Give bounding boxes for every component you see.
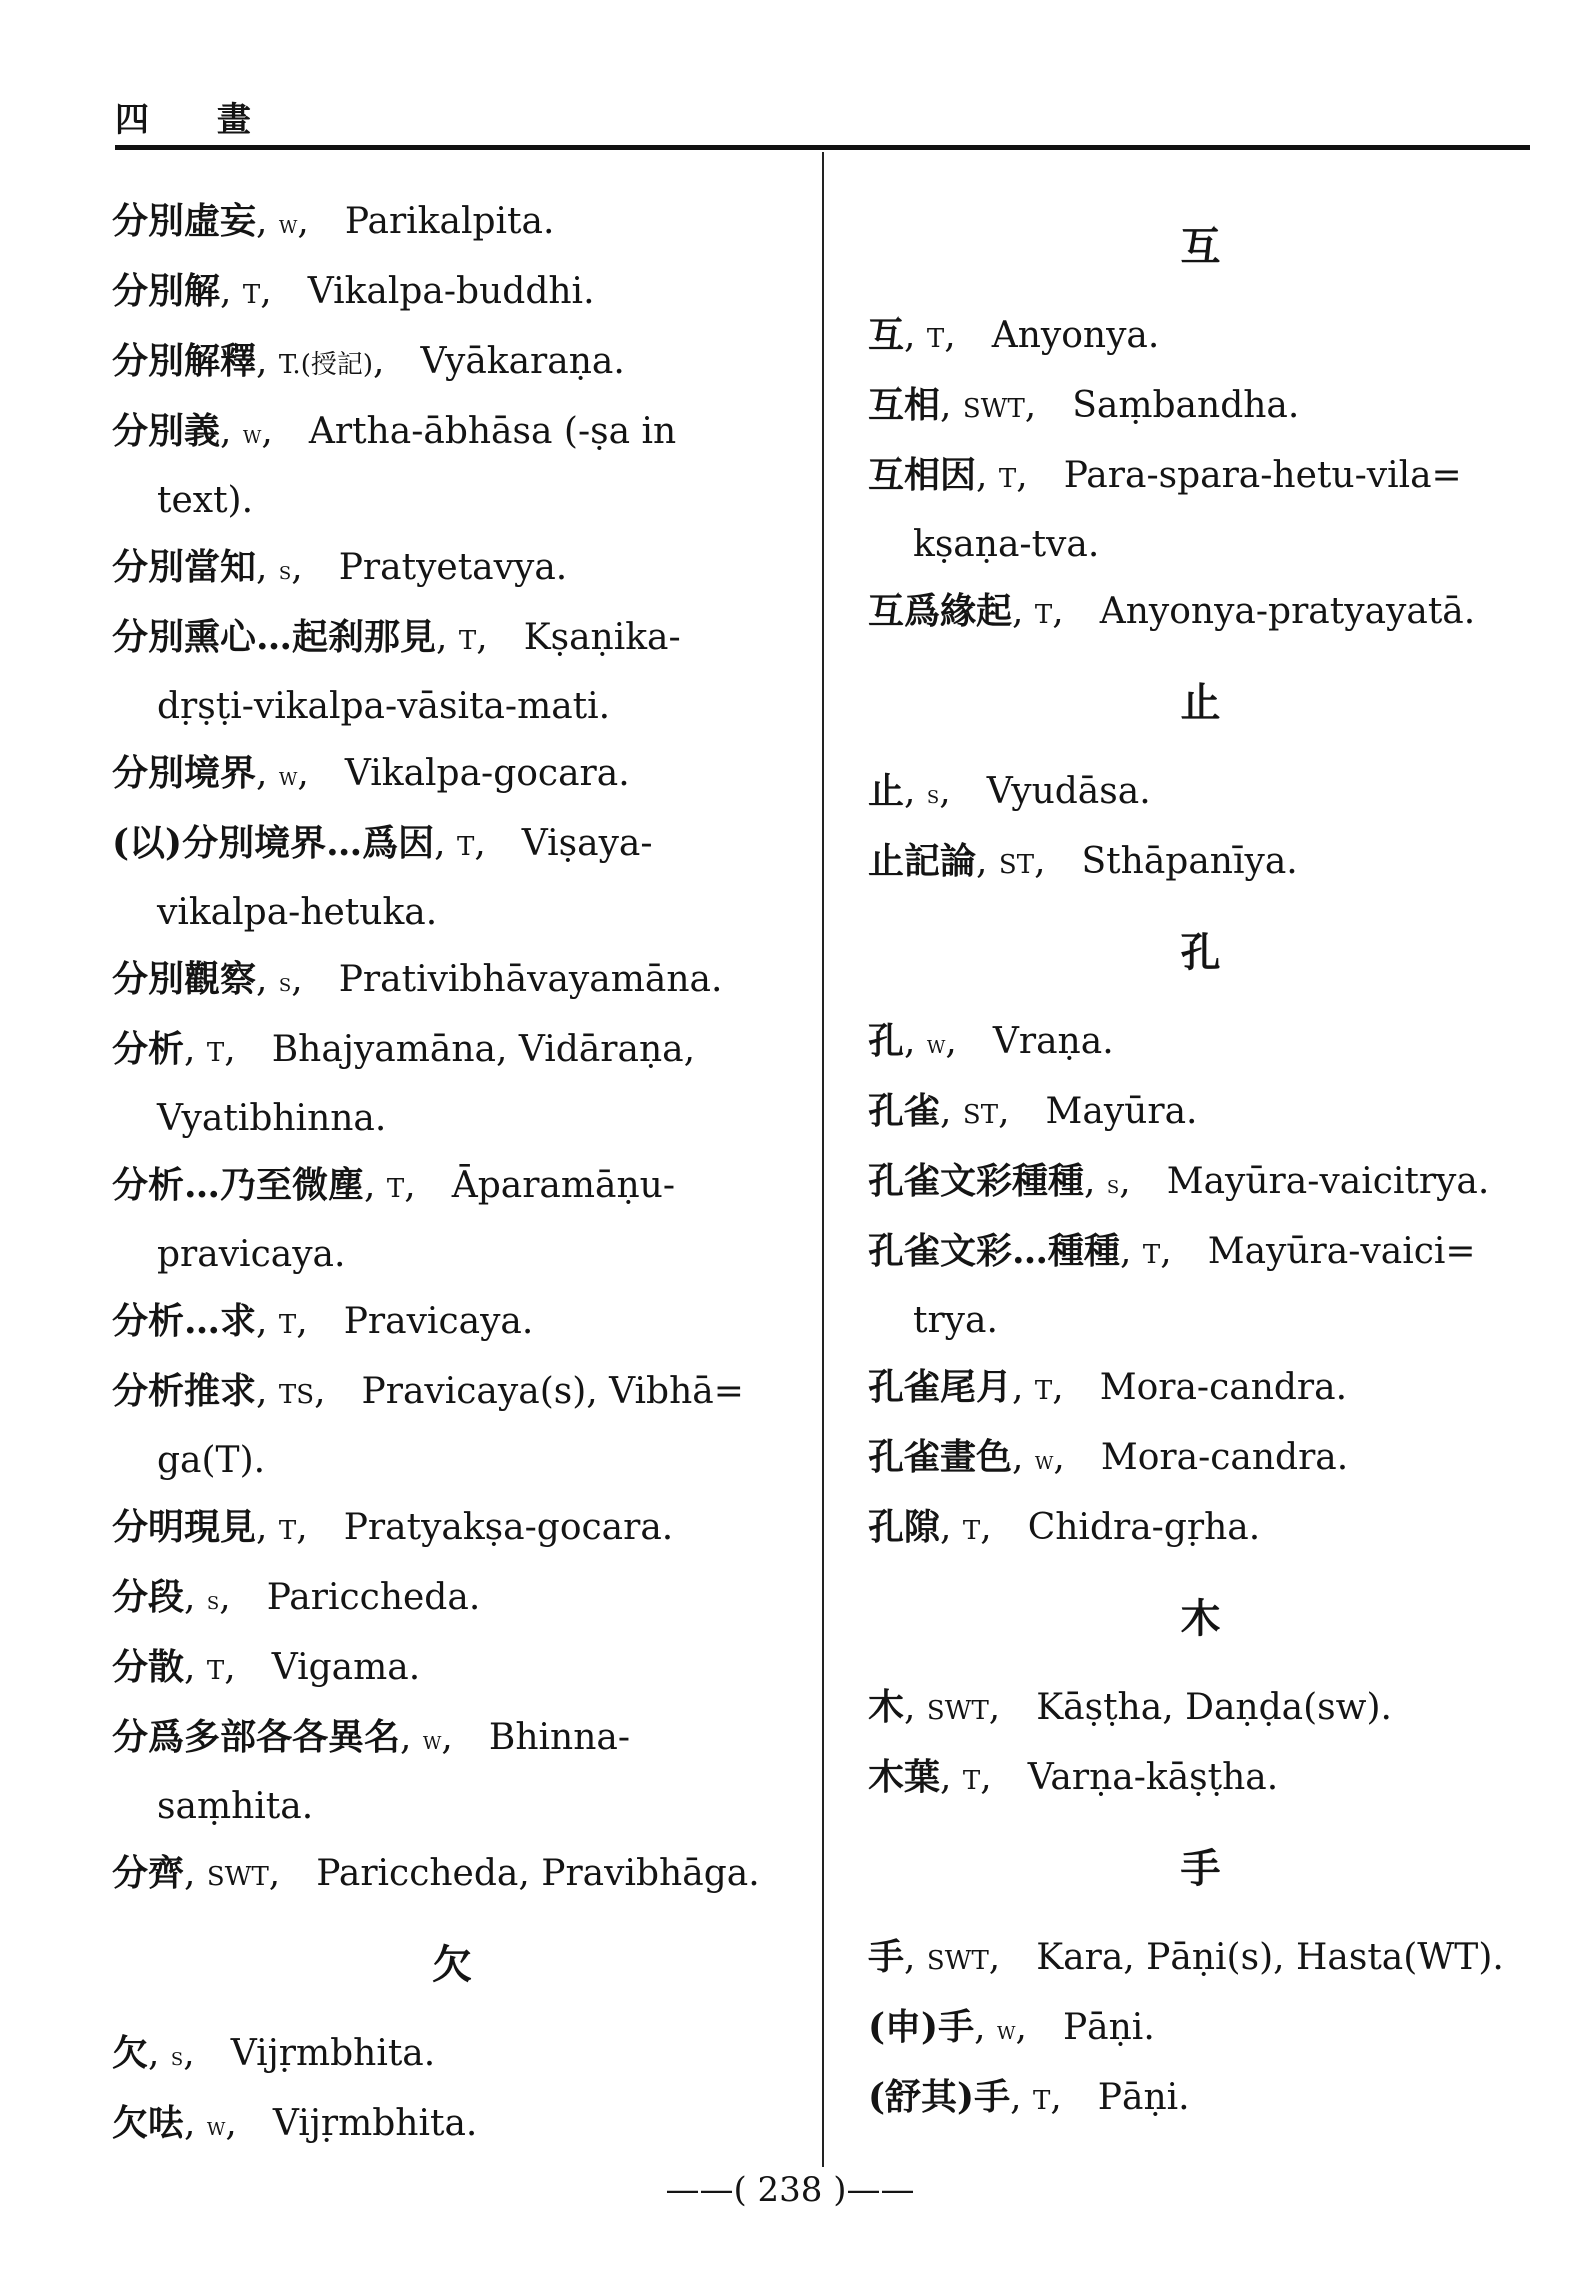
column-divider — [822, 152, 824, 2167]
entry-line: 分別觀察, s, Prativibhāvayamāna. — [112, 958, 723, 1000]
source-abbrev: T — [458, 626, 477, 656]
dictionary-entry — [112, 1494, 792, 1564]
radical-heading: 止 — [1180, 679, 1221, 726]
entry-line: 孔雀, ST, Mayūra. — [868, 1090, 1198, 1132]
headword: 孔雀畫色 — [868, 1436, 1013, 1478]
dictionary-entry — [112, 1704, 792, 1840]
sanskrit-gloss: Artha-ābhāsa (-ṣa in — [308, 411, 677, 452]
headword: 孔 — [868, 1020, 905, 1062]
dictionary-entry — [112, 2020, 792, 2090]
source-abbrev: s — [278, 556, 292, 586]
dictionary-entry — [868, 1494, 1533, 1564]
sanskrit-gloss: Pravicaya. — [343, 1301, 534, 1342]
sanskrit-gloss: Kara, Pāṇi(s), Hasta(WT). — [1036, 1937, 1504, 1978]
entry-line: 分別境界, w, Vikalpa-gocara. — [112, 752, 630, 794]
entry-line: 孔雀文彩種種, s, Mayūra-vaicitrya. — [868, 1160, 1490, 1202]
sanskrit-gloss: Vraṇa. — [992, 1021, 1114, 1062]
headword: 分別虛妄 — [112, 200, 257, 242]
entry-line: 孔, w, Vraṇa. — [868, 1020, 1114, 1062]
entry-line: 分別義, w, Artha-ābhāsa (-ṣa in — [112, 410, 677, 452]
entry-line: (申)手, w, Pāṇi. — [868, 2006, 1155, 2048]
gloss-continuation: dṛṣṭi-vikalpa-vāsita-mati. — [157, 686, 611, 727]
headword: 欠 — [112, 2032, 149, 2074]
dictionary-entry — [868, 442, 1533, 578]
entry-line: 互爲緣起, T, Anyonya-pratyayatā. — [868, 590, 1476, 632]
entry-line: 分析推求, TS, Pravicaya(s), Vibhā= — [112, 1370, 744, 1412]
headword: 孔隙 — [868, 1506, 941, 1548]
sanskrit-gloss: Bhajyamāna, Vidāraṇa, — [271, 1029, 696, 1070]
headword: 分散 — [112, 1646, 185, 1688]
source-abbrev: T — [242, 280, 261, 310]
dictionary-entry — [868, 1148, 1533, 1218]
source-abbrev: T — [1142, 1240, 1161, 1270]
headword: 孔雀尾月 — [868, 1366, 1013, 1408]
source-abbrev: T — [1034, 600, 1053, 630]
dictionary-entry — [112, 2090, 792, 2160]
headword: 木葉 — [868, 1756, 941, 1798]
sanskrit-gloss: Para-spara-hetu-vila= — [1063, 455, 1462, 496]
entry-line: 分散, T, Vigama. — [112, 1646, 421, 1688]
sanskrit-gloss: Mora-candra. — [1099, 1367, 1348, 1408]
gloss-continuation: vikalpa-hetuka. — [157, 892, 438, 933]
entry-line: 止記論, ST, Sthāpanīya. — [868, 840, 1298, 882]
dictionary-entry — [112, 398, 792, 534]
dictionary-entry — [112, 188, 792, 258]
sanskrit-gloss: Vikalpa-buddhi. — [307, 271, 595, 312]
source-abbrev: T — [926, 324, 945, 354]
dictionary-entry — [112, 946, 792, 1016]
sanskrit-gloss: Pariccheda. — [266, 1577, 481, 1618]
entry-line: (舒其)手, T, Pāṇi. — [868, 2076, 1190, 2118]
dictionary-entry — [112, 1152, 792, 1288]
dictionary-entry — [112, 1358, 792, 1494]
source-abbrev: SWT — [206, 1862, 269, 1892]
source-abbrev: T — [1032, 2086, 1051, 2116]
headword: 止記論 — [868, 840, 977, 882]
dictionary-entry — [868, 1354, 1533, 1424]
source-abbrev: T.(授記) — [278, 350, 373, 380]
entry-line: 分析…求, T, Pravicaya. — [112, 1300, 534, 1342]
headword: 分別熏心…起刹那見 — [112, 616, 437, 658]
headword: 手 — [868, 1936, 905, 1978]
left-column — [112, 188, 792, 2160]
headword: 分別義 — [112, 410, 221, 452]
sanskrit-gloss: Vijṛmbhita. — [230, 2033, 436, 2074]
sanskrit-gloss: Mayūra-vaici= — [1207, 1231, 1476, 1272]
entry-line: 木, SWT, Kāṣṭha, Daṇḍa(sw). — [868, 1686, 1392, 1728]
entry-line: 分別虛妄, w, Parikalpita. — [112, 200, 555, 242]
entry-line: 孔雀畫色, w, Mora-candra. — [868, 1436, 1349, 1478]
dictionary-entry — [868, 1424, 1533, 1494]
radical-heading: 孔 — [1180, 929, 1221, 976]
headword: 分別境界 — [112, 752, 257, 794]
source-abbrev: TS — [278, 1380, 315, 1410]
entry-line: 孔雀文彩…種種, T, Mayūra-vaici= — [868, 1230, 1476, 1272]
source-abbrev: T — [1034, 1376, 1053, 1406]
source-abbrev: T — [962, 1766, 981, 1796]
source-abbrev: w — [278, 762, 298, 792]
source-abbrev: w — [926, 1030, 946, 1060]
headword: (以)分別境界…爲因 — [112, 822, 435, 864]
source-abbrev: w — [1034, 1446, 1054, 1476]
sanskrit-gloss: Saṃbandha. — [1072, 385, 1300, 426]
sanskrit-gloss: Mora-candra. — [1100, 1437, 1349, 1478]
source-abbrev: s — [206, 1586, 220, 1616]
headword: 分齊 — [112, 1852, 185, 1894]
headword: 分別解 — [112, 270, 221, 312]
source-abbrev: SWT — [962, 394, 1025, 424]
entry-line: 互相因, T, Para-spara-hetu-vila= — [868, 454, 1462, 496]
sanskrit-gloss: Pāṇi. — [1097, 2077, 1190, 2118]
entry-line: 孔雀尾月, T, Mora-candra. — [868, 1366, 1348, 1408]
sanskrit-gloss: Pāṇi. — [1062, 2007, 1155, 2048]
entry-line: 止, s, Vyudāsa. — [868, 770, 1151, 812]
headword: 分別觀察 — [112, 958, 257, 1000]
radical-heading: 欠 — [432, 1941, 472, 1988]
headword: (舒其)手 — [868, 2076, 1011, 2118]
source-abbrev: w — [206, 2112, 226, 2142]
source-abbrev: T — [456, 832, 475, 862]
source-abbrev: T — [206, 1656, 225, 1686]
headword: 欠呿 — [112, 2102, 185, 2144]
dictionary-entry — [112, 740, 792, 810]
gloss-continuation: saṃhita. — [157, 1786, 314, 1827]
dictionary-entry — [112, 258, 792, 328]
entry-line: 分析…乃至微塵, T, Āparamāṇu- — [112, 1164, 676, 1206]
headword: 分析…求 — [112, 1300, 257, 1342]
sanskrit-gloss: Anyonya-pratyayatā. — [1099, 591, 1476, 632]
sanskrit-gloss: Mayūra. — [1045, 1091, 1198, 1132]
radical-heading: 互 — [1180, 223, 1221, 270]
dictionary-entry — [112, 810, 792, 946]
page-number: ——( 238 )—— — [665, 2170, 915, 2210]
source-abbrev: T — [206, 1038, 225, 1068]
source-abbrev: s — [278, 968, 292, 998]
radical-heading: 木 — [1180, 1595, 1221, 1642]
source-abbrev: s — [1106, 1170, 1120, 1200]
dictionary-entry — [868, 1924, 1533, 1994]
dictionary-entry — [868, 2064, 1533, 2134]
dictionary-entry — [868, 1744, 1533, 1814]
source-abbrev: w — [242, 420, 262, 450]
source-abbrev: T — [998, 464, 1017, 494]
headword: 孔雀文彩種種 — [868, 1160, 1085, 1202]
entry-line: 欠呿, w, Vijṛmbhita. — [112, 2102, 478, 2144]
sanskrit-gloss: Bhinna- — [488, 1717, 631, 1758]
entry-line: 分明現見, T, Pratyakṣa-gocara. — [112, 1506, 674, 1548]
gloss-continuation: text). — [157, 480, 254, 521]
sanskrit-gloss: Vikalpa-gocara. — [344, 753, 630, 794]
right-column — [868, 188, 1533, 2134]
sanskrit-gloss: Mayūra-vaicitrya. — [1166, 1161, 1490, 1202]
gloss-continuation: trya. — [913, 1300, 998, 1341]
dictionary-entry — [112, 1016, 792, 1152]
sanskrit-gloss: Vigama. — [271, 1647, 421, 1688]
source-abbrev: SWT — [926, 1946, 989, 1976]
headword: 木 — [868, 1686, 905, 1728]
headword: 分爲多部各各異名 — [112, 1716, 401, 1758]
header-rule — [115, 145, 1530, 150]
source-abbrev: T — [278, 1310, 297, 1340]
dictionary-entry — [112, 1564, 792, 1634]
source-abbrev: SWT — [926, 1696, 989, 1726]
gloss-continuation: pravicaya. — [157, 1234, 346, 1275]
entry-line: 互, T, Anyonya. — [868, 314, 1160, 356]
source-abbrev: w — [422, 1726, 442, 1756]
entry-line: 木葉, T, Varṇa-kāṣṭha. — [868, 1756, 1279, 1798]
headword: 分析…乃至微塵 — [112, 1164, 365, 1206]
headword: 互相 — [868, 384, 941, 426]
source-abbrev: w — [996, 2016, 1016, 2046]
sanskrit-gloss: Kṣaṇika- — [523, 617, 681, 658]
source-abbrev: s — [170, 2042, 184, 2072]
source-abbrev: T — [278, 1516, 297, 1546]
sanskrit-gloss: Kāṣṭha, Daṇḍa(sw). — [1036, 1687, 1392, 1728]
sanskrit-gloss: Pariccheda, Pravibhāga. — [316, 1853, 760, 1894]
dictionary-entry — [112, 1288, 792, 1358]
radical-heading: 手 — [1180, 1845, 1221, 1892]
running-header: 四 畫 — [115, 100, 279, 140]
source-abbrev: ST — [998, 850, 1035, 880]
entry-line: 分別解釋, T.(授記), Vyākaraṇa. — [112, 340, 625, 382]
entry-line: 分別熏心…起刹那見, T, Kṣaṇika- — [112, 616, 681, 658]
sanskrit-gloss: Viṣaya- — [521, 823, 653, 864]
dictionary-entry — [868, 1674, 1533, 1744]
dictionary-entry — [868, 1078, 1533, 1148]
headword: 分析 — [112, 1028, 185, 1070]
headword: 分析推求 — [112, 1370, 257, 1412]
entry-line: 孔隙, T, Chidra-gṛha. — [868, 1506, 1261, 1548]
sanskrit-gloss: Pratyetavya. — [338, 547, 568, 588]
source-abbrev: T — [962, 1516, 981, 1546]
sanskrit-gloss: Parikalpita. — [344, 201, 555, 242]
entry-line: 手, SWT, Kara, Pāṇi(s), Hasta(WT). — [868, 1936, 1504, 1978]
headword: (申)手 — [868, 2006, 975, 2048]
dictionary-entry — [112, 1840, 792, 1910]
sanskrit-gloss: Sthāpanīya. — [1081, 841, 1298, 882]
sanskrit-gloss: Varṇa-kāṣṭha. — [1027, 1757, 1279, 1798]
gloss-continuation: kṣaṇa-tva. — [913, 524, 1100, 565]
headword: 互爲緣起 — [868, 590, 1013, 632]
entry-line: 分別當知, s, Pratyetavya. — [112, 546, 568, 588]
sanskrit-gloss: Vyākaraṇa. — [420, 341, 625, 382]
dictionary-entry — [868, 1218, 1533, 1354]
dictionary-entry — [868, 1008, 1533, 1078]
headword: 孔雀文彩…種種 — [868, 1230, 1121, 1272]
dictionary-entry — [868, 302, 1533, 372]
dictionary-entry — [868, 828, 1533, 898]
entry-line: 分別解, T, Vikalpa-buddhi. — [112, 270, 595, 312]
entry-line: 欠, s, Vijṛmbhita. — [112, 2032, 436, 2074]
gloss-continuation: Vyatibhinna. — [157, 1098, 387, 1139]
dictionary-entry — [868, 1994, 1533, 2064]
sanskrit-gloss: Prativibhāvayamāna. — [338, 959, 723, 1000]
entry-line: 分段, s, Pariccheda. — [112, 1576, 481, 1618]
source-abbrev: ST — [962, 1100, 999, 1130]
source-abbrev: w — [278, 210, 298, 240]
headword: 分別解釋 — [112, 340, 257, 382]
headword: 互相因 — [868, 454, 977, 496]
sanskrit-gloss: Chidra-gṛha. — [1027, 1507, 1261, 1548]
entry-line: 互相, SWT, Saṃbandha. — [868, 384, 1300, 426]
sanskrit-gloss: Pratyakṣa-gocara. — [343, 1507, 674, 1548]
dictionary-entry — [868, 758, 1533, 828]
sanskrit-gloss: Vijṛmbhita. — [272, 2103, 478, 2144]
source-abbrev: s — [926, 780, 940, 810]
headword: 分別當知 — [112, 546, 257, 588]
headword: 分段 — [112, 1576, 185, 1618]
entry-line: (以)分別境界…爲因, T, Viṣaya- — [112, 822, 653, 864]
source-abbrev: T — [386, 1174, 405, 1204]
sanskrit-gloss: Pravicaya(s), Vibhā= — [361, 1371, 744, 1412]
dictionary-entry — [868, 578, 1533, 648]
entry-line: 分齊, SWT, Pariccheda, Pravibhāga. — [112, 1852, 760, 1894]
entry-line: 分析, T, Bhajyamāna, Vidāraṇa, — [112, 1028, 696, 1070]
dictionary-entry — [112, 534, 792, 604]
dictionary-entry — [112, 1634, 792, 1704]
sanskrit-gloss: Āparamāṇu- — [451, 1165, 676, 1206]
dictionary-entry — [112, 328, 792, 398]
gloss-continuation: ga(T). — [157, 1440, 266, 1481]
headword: 互 — [868, 314, 905, 356]
sanskrit-gloss: Anyonya. — [991, 315, 1160, 356]
dictionary-entry — [112, 604, 792, 740]
dictionary-entry — [868, 372, 1533, 442]
headword: 止 — [868, 770, 905, 812]
headword: 分明現見 — [112, 1506, 257, 1548]
entry-line: 分爲多部各各異名, w, Bhinna- — [112, 1716, 631, 1758]
headword: 孔雀 — [868, 1090, 941, 1132]
sanskrit-gloss: Vyudāsa. — [986, 771, 1151, 812]
